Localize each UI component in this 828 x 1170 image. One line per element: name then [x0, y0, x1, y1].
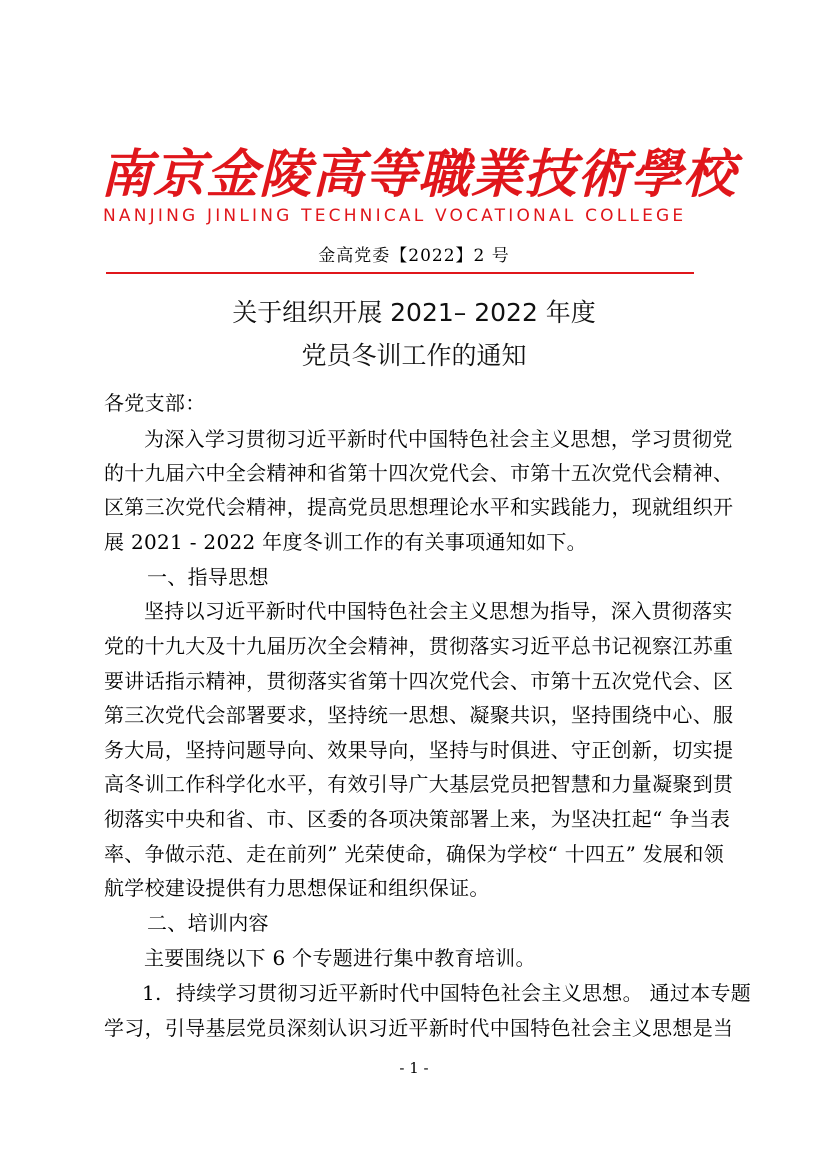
- intro-line: 为深入学习贯彻习近平新时代中国特色社会主义思想，学习贯彻党: [144, 427, 733, 451]
- section1-line: 党的十九大及十九届历次全会精神，贯彻落实习近平总书记视察江苏重: [104, 634, 734, 658]
- item1-line: 持续学习贯彻习近平新时代中国特色社会主义思想。 通过本专题: [176, 981, 752, 1005]
- section1-line: 彻落实中央和省、市、区委的各项决策部署上来，为坚决扛起“ 争当表: [104, 807, 731, 831]
- intro-line: 展 2021 - 2022 年度冬训工作的有关事项通知如下。: [104, 530, 587, 554]
- school-logo-cn: 南京金陵高等職業技術學校: [100, 144, 737, 205]
- item1-line: 学习，引导基层党员深刻认识习近平新时代中国特色社会主义思想是当: [104, 1016, 734, 1040]
- section1-heading: 一、指导思想: [147, 565, 269, 589]
- document-title-line1: 关于组织开展 2021– 2022 年度: [232, 298, 596, 327]
- document-number: 金高党委【2022】2 号: [318, 246, 510, 266]
- section1-line: 第三次党代会部署要求，坚持统一思想、凝聚共识，坚持围绕中心、服: [104, 703, 734, 727]
- section2-intro: 主要围绕以下 6 个专题进行集中教育培训。: [144, 946, 536, 970]
- header-red-rule: [106, 272, 694, 274]
- section1-line: 航学校建设提供有力思想保证和组织保证。: [104, 876, 490, 900]
- section1-line: 率、争做示范、走在前列” 光荣使命，确保为学校“ 十四五” 发展和领: [104, 842, 724, 866]
- document-title-line2: 党员冬训工作的通知: [301, 341, 527, 370]
- page-number: - 1 -: [399, 1059, 429, 1077]
- section1-line: 高冬训工作科学化水平，有效引导广大基层党员把智慧和力量凝聚到贯: [104, 772, 734, 796]
- intro-line: 的十九届六中全会精神和省第十四次党代会、市第十五次党代会精神、: [104, 461, 734, 485]
- section1-line: 要讲话指示精神，贯彻落实省第十四次党代会、市第十五次党代会、区: [104, 669, 734, 693]
- salutation: 各党支部：: [104, 391, 206, 415]
- intro-line: 区第三次党代会精神，提高党员思想理论水平和实践能力，现就组织开: [104, 495, 734, 519]
- section2-heading: 二、培训内容: [147, 911, 269, 935]
- section1-line: 坚持以习近平新时代中国特色社会主义思想为指导，深入贯彻落实: [144, 599, 733, 623]
- school-logo-en: NANJING JINLING TECHNICAL VOCATIONAL COLLEGE: [103, 206, 687, 226]
- section1-line: 务大局，坚持问题导向、效果导向，坚持与时俱进、守正创新，切实提: [104, 738, 734, 762]
- item1-number: 1.: [142, 981, 162, 1005]
